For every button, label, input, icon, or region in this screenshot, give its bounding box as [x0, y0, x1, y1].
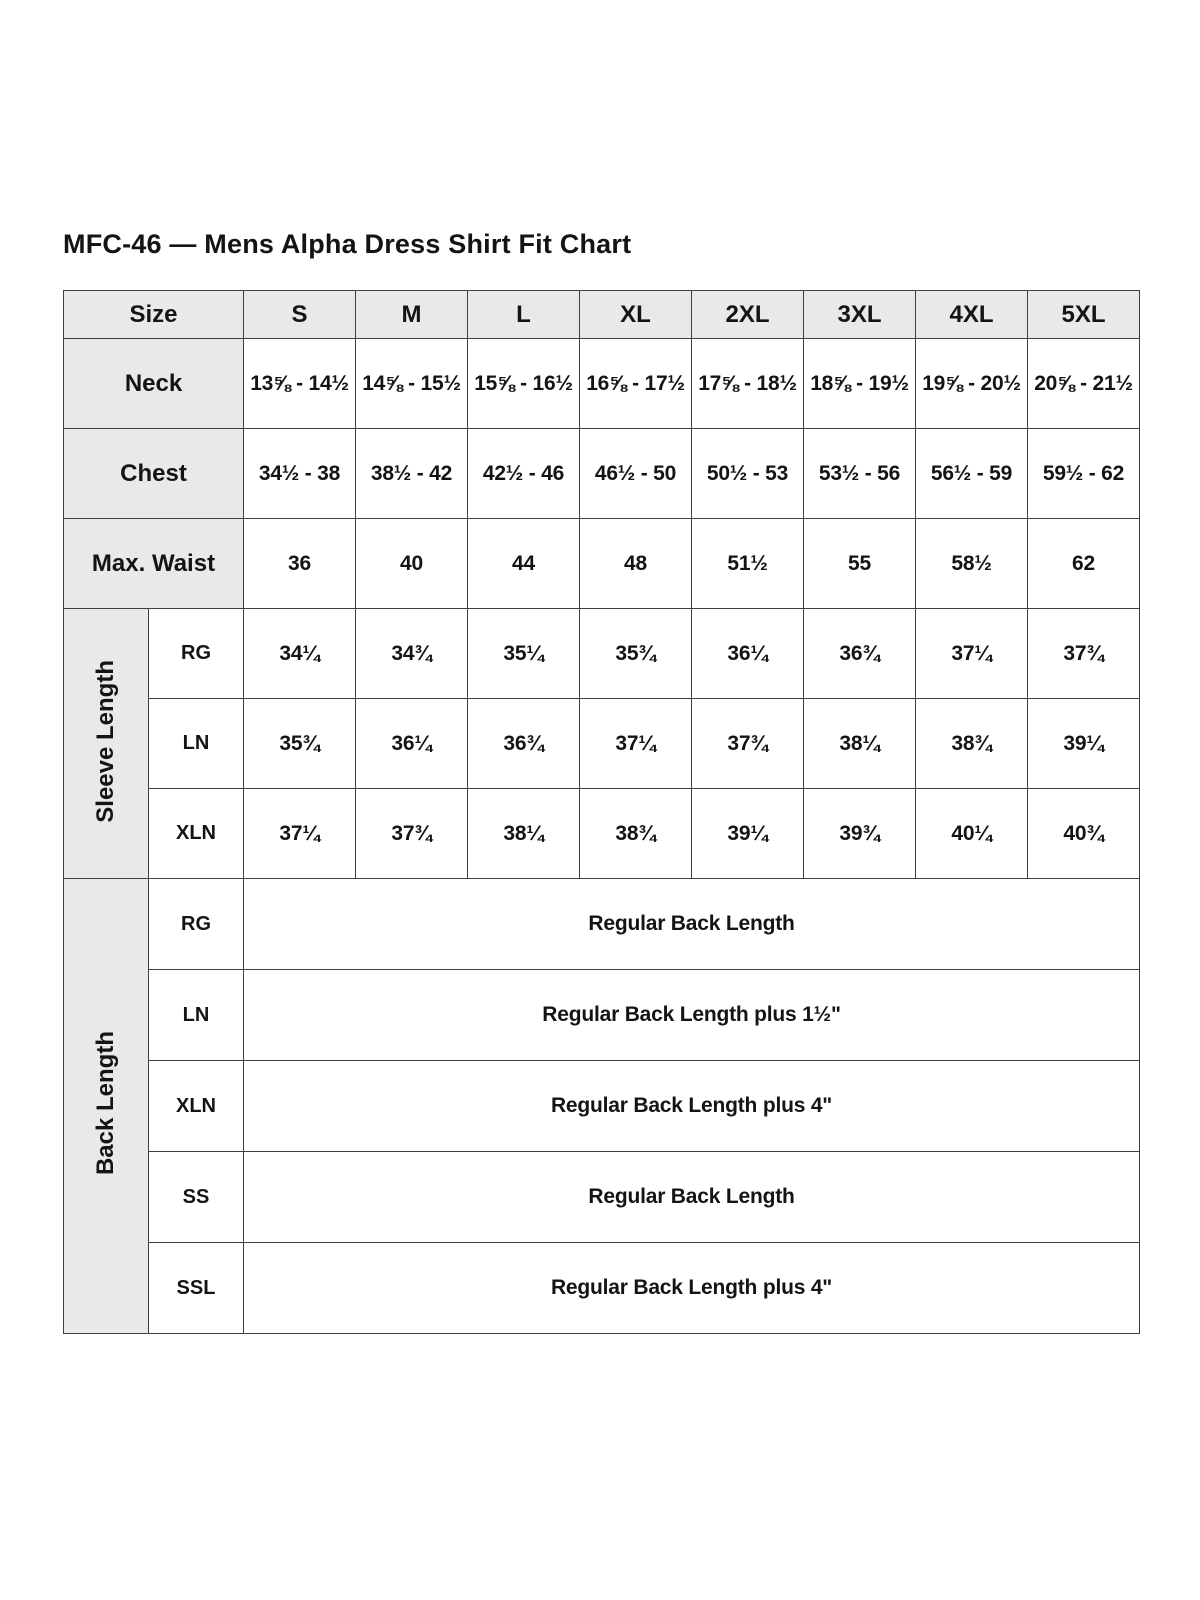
sleeve-ln-value-cell: 36¼ [356, 699, 468, 789]
chest-value-cell: 38½ - 42 [356, 429, 468, 519]
sleeve-rg-value-cell: 35¾ [580, 609, 692, 699]
size-header-2xl: 2XL [692, 291, 804, 339]
chest-value-cell: 56½ - 59 [916, 429, 1028, 519]
sleeve-ln-value-cell: 39¼ [1028, 699, 1140, 789]
sub-label-back-ss: SS [149, 1152, 244, 1243]
back-ssl-row [64, 1243, 1140, 1334]
sleeve-xln-value-cell: 39¾ [804, 789, 916, 879]
back-length-vertical-label: Back Length [92, 1031, 119, 1176]
max-waist-value-cell: 55 [804, 519, 916, 609]
chest-value-cell: 46½ - 50 [580, 429, 692, 519]
back-rg-text-cell: Regular Back Length [244, 879, 1140, 970]
neck-value-cell: 13⅝ - 14½ [244, 339, 356, 429]
max-waist-value-cell: 40 [356, 519, 468, 609]
sleeve-xln-value-cell: 38¾ [580, 789, 692, 879]
max-waist-value-cell: 51½ [692, 519, 804, 609]
sleeve-length-vertical-label: Sleeve Length [92, 659, 119, 823]
row-label-neck: Neck [64, 339, 244, 429]
size-header-3xl: 3XL [804, 291, 916, 339]
neck-value-cell: 19⅝ - 20½ [916, 339, 1028, 429]
sleeve-xln-value-cell: 40¾ [1028, 789, 1140, 879]
table-header-row [64, 291, 1140, 339]
size-header-5xl: 5XL [1028, 291, 1140, 339]
chest-value-cell: 34½ - 38 [244, 429, 356, 519]
row-label-max-waist: Max. Waist [64, 519, 244, 609]
back-ln-text-cell: Regular Back Length plus 1½" [244, 970, 1140, 1061]
sleeve-xln-row [64, 789, 1140, 879]
neck-value-cell: 16⅝ - 17½ [580, 339, 692, 429]
chest-value-cell: 42½ - 46 [468, 429, 580, 519]
chest-value-cell: 50½ - 53 [692, 429, 804, 519]
back-xln-text-cell: Regular Back Length plus 4" [244, 1061, 1140, 1152]
back-ss-row [64, 1152, 1140, 1243]
sleeve-rg-value-cell: 37¾ [1028, 609, 1140, 699]
section-label-back-length [64, 879, 149, 1334]
section-label-sleeve-length [64, 609, 149, 879]
neck-value-cell: 18⅝ - 19½ [804, 339, 916, 429]
back-ssl-text-cell: Regular Back Length plus 4" [244, 1243, 1140, 1334]
sleeve-xln-value-cell: 37¼ [244, 789, 356, 879]
sleeve-xln-value-cell: 40¼ [916, 789, 1028, 879]
sleeve-rg-value-cell: 36¼ [692, 609, 804, 699]
sleeve-ln-row [64, 699, 1140, 789]
sleeve-rg-value-cell: 34¼ [244, 609, 356, 699]
sleeve-ln-value-cell: 37¼ [580, 699, 692, 789]
sleeve-rg-value-cell: 34¾ [356, 609, 468, 699]
sleeve-rg-value-cell: 37¼ [916, 609, 1028, 699]
sleeve-rg-value-cell: 35¼ [468, 609, 580, 699]
max-waist-value-cell: 58½ [916, 519, 1028, 609]
neck-value-cell: 17⅝ - 18½ [692, 339, 804, 429]
neck-row [64, 339, 1140, 429]
sub-label-sleeve-ln: LN [149, 699, 244, 789]
max-waist-value-cell: 48 [580, 519, 692, 609]
sleeve-xln-value-cell: 39¼ [692, 789, 804, 879]
size-header-4xl: 4XL [916, 291, 1028, 339]
size-header-s: S [244, 291, 356, 339]
sleeve-rg-value-cell: 36¾ [804, 609, 916, 699]
sub-label-sleeve-rg: RG [149, 609, 244, 699]
sub-label-back-rg: RG [149, 879, 244, 970]
chest-value-cell: 53½ - 56 [804, 429, 916, 519]
sleeve-xln-value-cell: 37¾ [356, 789, 468, 879]
back-ln-row [64, 970, 1140, 1061]
chest-value-cell: 59½ - 62 [1028, 429, 1140, 519]
back-xln-row [64, 1061, 1140, 1152]
row-label-chest: Chest [64, 429, 244, 519]
sleeve-ln-value-cell: 35¾ [244, 699, 356, 789]
sleeve-ln-value-cell: 37¾ [692, 699, 804, 789]
page-title: MFC-46 — Mens Alpha Dress Shirt Fit Chart [63, 229, 632, 259]
neck-value-cell: 20⅝ - 21½ [1028, 339, 1140, 429]
sleeve-ln-value-cell: 36¾ [468, 699, 580, 789]
max-waist-row [64, 519, 1140, 609]
size-column-header: Size [64, 291, 244, 339]
neck-value-cell: 14⅝ - 15½ [356, 339, 468, 429]
back-rg-row [64, 879, 1140, 970]
size-header-xl: XL [580, 291, 692, 339]
chest-row [64, 429, 1140, 519]
back-ss-text-cell: Regular Back Length [244, 1152, 1140, 1243]
size-header-l: L [468, 291, 580, 339]
fit-chart-table [63, 290, 1140, 1334]
max-waist-value-cell: 44 [468, 519, 580, 609]
max-waist-value-cell: 36 [244, 519, 356, 609]
sub-label-back-xln: XLN [149, 1061, 244, 1152]
sub-label-back-ln: LN [149, 970, 244, 1061]
neck-value-cell: 15⅝ - 16½ [468, 339, 580, 429]
sub-label-back-ssl: SSL [149, 1243, 244, 1334]
sleeve-rg-row [64, 609, 1140, 699]
sleeve-xln-value-cell: 38¼ [468, 789, 580, 879]
size-header-m: M [356, 291, 468, 339]
sub-label-sleeve-xln: XLN [149, 789, 244, 879]
max-waist-value-cell: 62 [1028, 519, 1140, 609]
sleeve-ln-value-cell: 38¼ [804, 699, 916, 789]
sleeve-ln-value-cell: 38¾ [916, 699, 1028, 789]
